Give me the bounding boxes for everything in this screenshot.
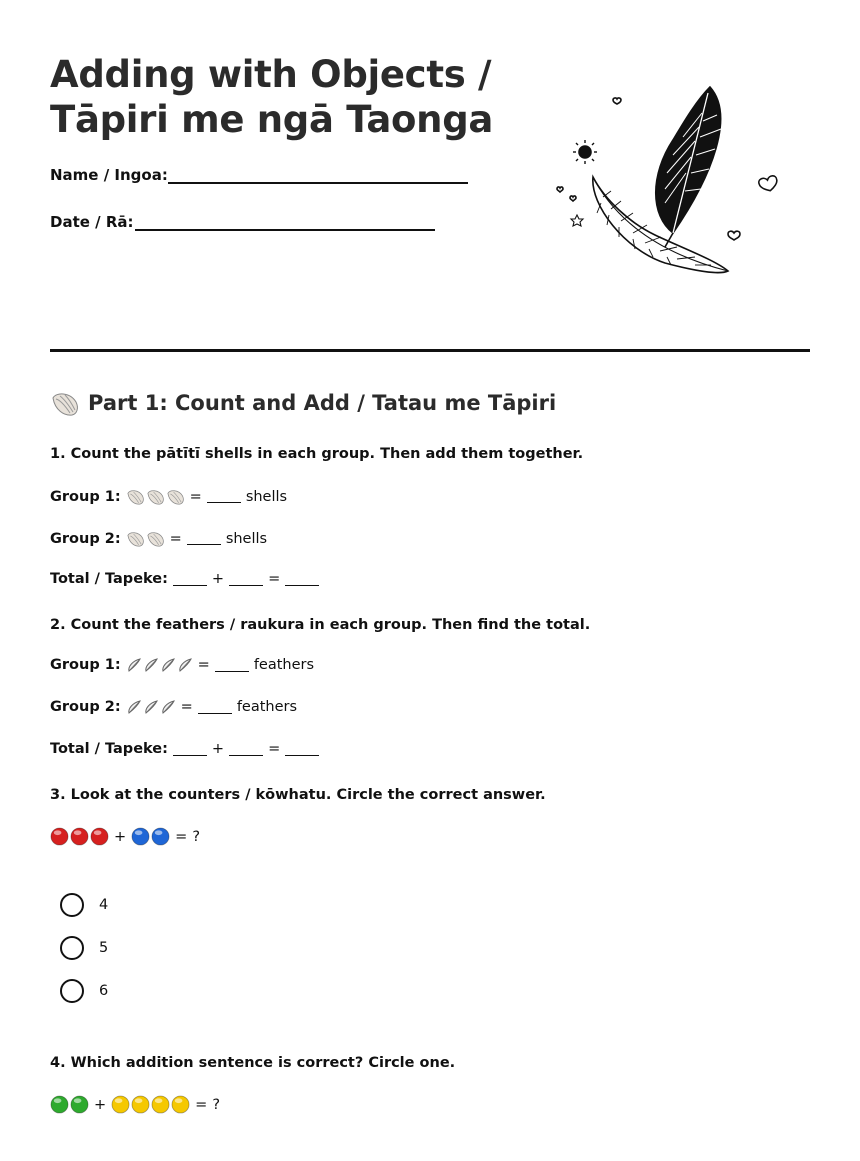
counter-ball-icon [50, 827, 69, 846]
answer-blank[interactable] [285, 573, 319, 586]
q1-group-1 [50, 487, 287, 506]
question-3-prompt: 3. Look at the counters / kōwhatu. Circle the correct answer. [50, 787, 546, 803]
section-title-text: Part 1: Count and Add / Tatau me Tāpiri [88, 391, 557, 415]
answer-blank[interactable] [285, 743, 319, 756]
question-mark: ? [192, 828, 201, 845]
feather-icon [177, 657, 193, 673]
equals-sign: = [180, 699, 193, 715]
feather-icon [143, 699, 159, 715]
q2-group-2 [50, 699, 297, 715]
shell-icon [50, 388, 80, 418]
feather-illustration [545, 85, 805, 300]
q1-total [50, 571, 319, 587]
q3-equation [50, 827, 200, 846]
answer-blank[interactable] [229, 743, 263, 756]
feather-icon [160, 699, 176, 715]
counter-ball-icon [50, 1095, 69, 1114]
group-label: Group 1: [50, 488, 121, 505]
radio-circle[interactable] [60, 979, 84, 1003]
q4-equation [50, 1095, 220, 1114]
q2-group-1 [50, 657, 314, 673]
counter-ball-icon [70, 1095, 89, 1114]
name-input-line[interactable] [168, 182, 468, 184]
page-title [50, 52, 493, 142]
feather-icon [143, 657, 159, 673]
group-label: Group 2: [50, 699, 121, 715]
blue-counters [131, 827, 170, 846]
answer-blank[interactable] [173, 573, 207, 586]
title-line-2: Tāpiri me ngā Taonga [50, 98, 494, 141]
counter-ball-icon [151, 1095, 170, 1114]
shell-icon [146, 529, 165, 548]
shell-icon [126, 529, 145, 548]
option-label: 4 [99, 897, 109, 913]
shell-icon [126, 487, 145, 506]
date-label: Date / Rā: [50, 213, 134, 231]
name-field [50, 166, 168, 184]
question-4-prompt: 4. Which addition sentence is correct? Circle one. [50, 1055, 456, 1071]
counter-ball-icon [90, 827, 109, 846]
counter-ball-icon [70, 827, 89, 846]
plus-sign: + [114, 828, 127, 845]
q2-total [50, 741, 319, 757]
red-counters [50, 827, 109, 846]
equals-sign: = [268, 571, 281, 587]
unit-label: shells [245, 488, 288, 505]
shell-icon [166, 487, 185, 506]
counter-ball-icon [111, 1095, 130, 1114]
answer-option-1[interactable] [60, 893, 108, 917]
feather-icon [126, 699, 142, 715]
unit-label: feathers [236, 699, 298, 715]
plus-sign: + [94, 1096, 107, 1113]
equals-sign: = [175, 828, 188, 845]
equals-sign: = [268, 741, 281, 757]
feather-icon [126, 657, 142, 673]
total-label: Total / Tapeke: [50, 571, 168, 587]
answer-option-2[interactable] [60, 936, 108, 960]
question-mark: ? [212, 1096, 221, 1113]
shell-icon [146, 487, 165, 506]
counter-ball-icon [131, 827, 150, 846]
date-input-line[interactable] [135, 229, 435, 231]
shell-icons [126, 529, 165, 548]
radio-circle[interactable] [60, 936, 84, 960]
name-label: Name / Ingoa: [50, 166, 168, 184]
option-label: 5 [99, 940, 109, 956]
answer-blank[interactable] [207, 490, 241, 503]
answer-blank[interactable] [198, 701, 232, 714]
equals-sign: = [195, 1096, 208, 1113]
question-2-prompt: 2. Count the feathers / raukura in each group. Then find the total. [50, 617, 591, 633]
unit-label: shells [225, 530, 268, 547]
counter-ball-icon [131, 1095, 150, 1114]
radio-circle[interactable] [60, 893, 84, 917]
feather-icons [126, 699, 176, 715]
group-label: Group 1: [50, 657, 121, 673]
feather-icons [126, 657, 193, 673]
answer-blank[interactable] [229, 573, 263, 586]
title-line-1: Adding with Objects / [50, 53, 492, 96]
option-label: 6 [99, 983, 109, 999]
q1-group-2 [50, 529, 267, 548]
shell-icons [126, 487, 185, 506]
answer-option-3[interactable] [60, 979, 108, 1003]
answer-blank[interactable] [187, 532, 221, 545]
green-counters [50, 1095, 89, 1114]
date-field [50, 213, 134, 231]
equals-sign: = [189, 488, 202, 505]
equals-sign: = [197, 657, 210, 673]
yellow-counters [111, 1095, 190, 1114]
answer-blank[interactable] [215, 659, 249, 672]
plus-sign: + [211, 741, 225, 757]
header-divider [50, 349, 810, 352]
plus-sign: + [211, 571, 225, 587]
counter-ball-icon [151, 827, 170, 846]
question-1-prompt: 1. Count the pātītī shells in each group. Then add them together. [50, 446, 584, 462]
counter-ball-icon [171, 1095, 190, 1114]
total-label: Total / Tapeke: [50, 741, 168, 757]
unit-label: feathers [253, 657, 315, 673]
section-title [50, 388, 556, 418]
feather-icon [160, 657, 176, 673]
group-label: Group 2: [50, 530, 121, 547]
answer-blank[interactable] [173, 743, 207, 756]
equals-sign: = [169, 530, 182, 547]
